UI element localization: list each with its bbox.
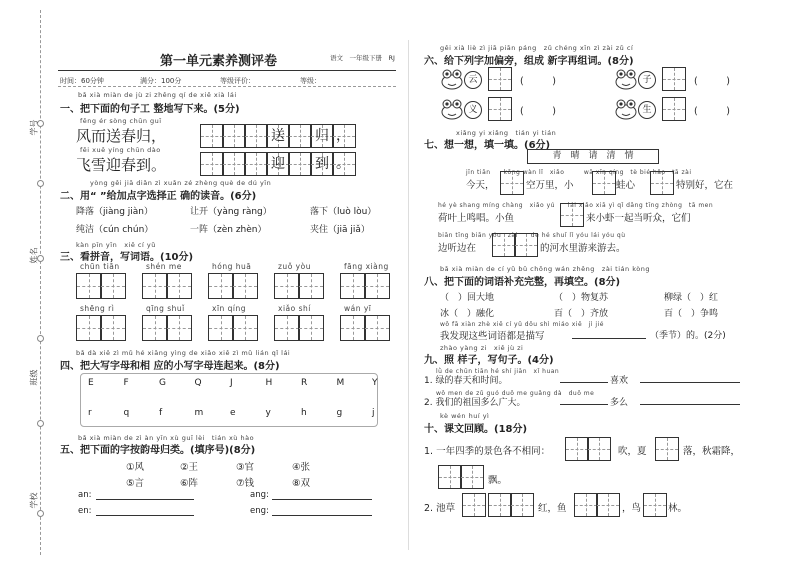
q7-line1-a: 今天， <box>466 180 495 191</box>
q10-blank[interactable] <box>462 493 486 517</box>
q1-pinyin: bǎ xià miàn de jù zi zhěng qí de xiě xià lái <box>78 91 237 99</box>
q7-blank[interactable] <box>492 233 516 257</box>
q7-blank[interactable] <box>650 171 674 195</box>
q8-row3-pinyin: wǒ fā xiàn zhè xiē cí yǔ dōu shì miáo xiě jì jié <box>440 321 604 328</box>
q3-word-pinyin: qīng shuǐ <box>146 304 185 313</box>
subject-label: 语文 一年级下册 RJ <box>330 54 395 62</box>
q8-idiom[interactable]: （ ）回大地 <box>440 293 495 303</box>
q4-lower-letter[interactable]: m <box>194 408 204 418</box>
q4-upper-letter[interactable]: Q <box>194 378 202 388</box>
q4-upper-letter[interactable]: J <box>230 378 233 388</box>
q3-writing-cell[interactable] <box>364 315 390 341</box>
q4-upper-letter[interactable]: R <box>301 378 308 388</box>
q1-grid-cell-filled: 送 <box>266 124 290 148</box>
q6-title: 六、给下列字加偏旁，组成 新字再组词。(8分) <box>424 56 634 67</box>
q4-upper-letter[interactable]: E <box>88 378 94 388</box>
frog-icon <box>614 68 636 88</box>
q8-pinyin: bǎ xià miàn de cí yǔ bǔ chōng wán zhěng zài tián kòng <box>440 265 650 273</box>
q3-writing-cell[interactable] <box>142 273 168 299</box>
q5-label-en: en: <box>78 506 92 516</box>
q1-grid-cell[interactable] <box>200 124 224 148</box>
q9-item2-pinyin: wǒ men de zǔ guó duō me guǎng dà duō me <box>436 390 595 397</box>
q5-label-eng: eng: <box>250 506 269 516</box>
q3-writing-cell[interactable] <box>298 273 324 299</box>
frog-icon <box>440 68 462 88</box>
q6-new-char-cell[interactable] <box>662 97 686 121</box>
q3-writing-cell[interactable] <box>340 315 366 341</box>
binding-hole <box>37 420 44 427</box>
q7-blank[interactable] <box>592 171 616 195</box>
frog-icon <box>440 98 462 118</box>
q7-pinyin: xiǎng yi xiǎng tián yi tián <box>456 129 557 137</box>
q10-line1-b: 吹，夏 <box>618 446 647 457</box>
q7-line1-b: 空万里，小 <box>526 180 574 191</box>
q9-item2-blank-a[interactable] <box>560 404 608 405</box>
time-label: 时间：60分钟 <box>60 77 104 85</box>
q6-word-blank[interactable]: ( ) <box>694 106 730 117</box>
q1-grid-cell-filled: 。 <box>332 152 356 176</box>
level-label: 等级评价： <box>220 77 255 85</box>
score-label: 满分：100分 <box>140 77 182 85</box>
q1-grid-cell-filled: 到 <box>310 152 334 176</box>
sidebar-label-xuehao: 学号 <box>29 119 39 136</box>
q4-lower-letter[interactable]: h <box>301 408 307 418</box>
q1-grid-cell-filled: 迎 <box>266 152 290 176</box>
q1-grid-cell-filled: 归 <box>310 124 334 148</box>
q6-word-blank[interactable]: ( ) <box>694 76 730 87</box>
q1-grid-cell-filled: ， <box>332 124 356 148</box>
q7-title: 七、想一想，填一填。(6分) <box>424 140 551 151</box>
q10-blank[interactable] <box>488 493 512 517</box>
q10-blank[interactable] <box>643 493 667 517</box>
q5-answer-an[interactable] <box>96 499 194 500</box>
q4-upper-letter[interactable]: H <box>265 378 273 388</box>
q5-char: ⑤言 <box>126 478 145 489</box>
q5-char: ⑧双 <box>292 478 311 489</box>
q1-line2-pinyin: fēi xuě yíng chūn dào <box>80 146 161 154</box>
q10-line2-b: 红，鱼 <box>538 503 567 514</box>
q10-pinyin: kè wén huí yì <box>440 412 490 420</box>
binding-hole <box>37 180 44 187</box>
q6-new-char-cell[interactable] <box>488 97 512 121</box>
q7-blank[interactable] <box>514 233 538 257</box>
q8-idiom[interactable]: 百（ ）齐放 <box>554 309 609 319</box>
q8-row3-end: （季节）的。(2分) <box>650 331 726 341</box>
q1-line1: 风而送春归， <box>76 127 167 145</box>
q9-item1-blank-a[interactable] <box>560 382 608 383</box>
q5-char: ⑥阵 <box>180 478 199 489</box>
q3-writing-cell[interactable] <box>274 315 300 341</box>
q3-word-pinyin: chūn tiān <box>80 262 120 271</box>
q7-word-bank: 青 晴 请 清 情 <box>527 149 659 164</box>
q1-line2: 飞雪迎春到。 <box>76 156 167 174</box>
q3-writing-cell[interactable] <box>76 273 102 299</box>
q7-line3-b: 的河水里游来游去。 <box>540 243 626 254</box>
q5-pinyin: bǎ xià miàn de zì àn yīn xù guī lèi tián xù hào <box>78 434 255 442</box>
reviewer-label: 等级： <box>300 77 321 85</box>
q3-writing-cell[interactable] <box>232 315 258 341</box>
q5-char: ①风 <box>126 462 145 473</box>
q9-item1-blank-b[interactable] <box>640 382 740 383</box>
q2-item[interactable]: 降落（jiàng jiàn） <box>76 207 154 217</box>
q3-writing-cell[interactable] <box>340 273 366 299</box>
header-rule <box>58 70 396 71</box>
q5-char: ③官 <box>236 462 255 473</box>
q4-lower-letter[interactable]: q <box>123 408 130 418</box>
q7-line1-pinyin: jīn tiān kōng wàn lǐ xiǎo wā xīn qíng tè bié hǎo tā zài <box>466 169 692 176</box>
q9-item1: 1. 绿的春天和时间。 <box>424 376 508 386</box>
sidebar-label-school: 学校 <box>29 492 39 509</box>
q1-grid-cell[interactable] <box>222 152 246 176</box>
q3-writing-cell[interactable] <box>232 273 258 299</box>
q4-upper-letter[interactable]: F <box>123 378 129 388</box>
q3-word-pinyin: shén me <box>146 262 182 271</box>
q3-writing-cell[interactable] <box>100 273 126 299</box>
q5-answer-eng[interactable] <box>272 515 372 516</box>
q1-grid-cell[interactable] <box>288 152 312 176</box>
q10-blank[interactable] <box>655 437 679 461</box>
q5-label-an: an: <box>78 490 92 500</box>
q1-title: 一、把下面的句子工 整地写下来。(5分) <box>60 104 240 115</box>
q8-row3: 我发现这些词语都是描写 <box>440 331 545 342</box>
q10-line1-d: 飘。 <box>488 475 508 486</box>
q7-line3-a: 边听边在 <box>438 243 477 254</box>
q10-line2-d: 林。 <box>668 503 688 514</box>
q8-title: 八、把下面的词语补充完整，再填空。(8分) <box>424 277 621 288</box>
q4-pinyin: bǎ dà xiě zì mǔ hé xiāng yìng de xiǎo xiě zì mǔ lián qǐ lái <box>76 349 291 357</box>
q7-line2-b: 来小虾一起当听众，它们 <box>586 213 691 224</box>
q4-lower-letter[interactable]: r <box>88 408 92 418</box>
q6-pinyin: gěi xià liè zì jiā piān páng zǔ chéng xīn zì zài zǔ cí <box>440 44 634 52</box>
q4-lower-letter[interactable]: e <box>230 408 236 418</box>
q10-blank[interactable] <box>565 437 589 461</box>
q5-answer-ang[interactable] <box>272 499 372 500</box>
page-title: 第一单元素养测评卷 <box>160 54 278 69</box>
q6-word-blank[interactable]: ( ) <box>520 106 556 117</box>
q3-word-pinyin: fāng xiàng <box>344 262 389 271</box>
q3-writing-cell[interactable] <box>100 315 126 341</box>
q9-title: 九、照 样子，写句子。(4分) <box>424 355 554 366</box>
q7-blank[interactable] <box>560 203 584 227</box>
q10-line2-a: 2. 池草 <box>424 503 456 514</box>
q3-writing-cell[interactable] <box>166 273 192 299</box>
q5-char: ⑦钱 <box>236 478 255 489</box>
q4-lower-letter[interactable]: y <box>265 408 271 418</box>
q3-writing-cell[interactable] <box>208 273 234 299</box>
q5-label-ang: ang: <box>250 490 269 500</box>
q6-new-char-cell[interactable] <box>488 67 512 91</box>
q10-line2-c: ，鸟 <box>622 503 642 514</box>
binding-hole <box>37 335 44 342</box>
q1-grid-cell[interactable] <box>288 124 312 148</box>
q9-pinyin: zhào yàng zi xiě jù zi <box>440 344 524 352</box>
q7-line1-c: 蛙心 <box>616 180 636 191</box>
q8-idiom[interactable]: 冰（ ）融化 <box>440 309 495 319</box>
q7-line3-pinyin: biān tīng biān yóu zài de hé shuǐ lǐ yóu lái yóu qù <box>438 232 626 239</box>
q1-grid-cell[interactable] <box>244 152 268 176</box>
q10-blank[interactable] <box>574 493 598 517</box>
q8-idiom[interactable]: （ ）物复苏 <box>554 293 609 303</box>
q5-title: 五、把下面的字按韵母归类。(填序号)(8分) <box>60 445 256 456</box>
q3-word-pinyin: hóng huā <box>212 262 252 271</box>
q9-item1-word: 喜欢 <box>610 376 629 386</box>
q3-word-pinyin: wán yī <box>344 304 372 313</box>
sidebar-label-name: 姓名 <box>29 247 39 264</box>
q6-base-char: 义 <box>464 101 482 119</box>
q3-word-pinyin: xīn qíng <box>212 304 247 313</box>
q3-writing-cell[interactable] <box>364 273 390 299</box>
q10-blank[interactable] <box>438 465 462 489</box>
q4-lower-letter[interactable]: g <box>336 408 343 418</box>
q2-pinyin: yòng gěi jiā diǎn zì xuǎn zé zhèng què de dú yīn <box>90 179 272 187</box>
q3-title: 三、看拼音，写词语。(10分) <box>60 252 194 263</box>
q8-idiom[interactable]: 柳绿（ ）红 <box>664 293 719 303</box>
q2-item[interactable]: 纯洁（cún chún） <box>76 225 154 235</box>
q2-item[interactable]: 落下（luò lòu） <box>310 207 377 217</box>
q3-writing-cell[interactable] <box>166 315 192 341</box>
q4-lower-letter[interactable]: j <box>372 408 375 418</box>
header-rule-2 <box>58 86 396 87</box>
q3-writing-cell[interactable] <box>142 315 168 341</box>
q6-base-char: 云 <box>464 71 482 89</box>
q7-line1-d: 特别好，它在 <box>676 180 734 191</box>
q3-writing-cell[interactable] <box>298 315 324 341</box>
binding-hole <box>37 510 44 517</box>
q4-upper-letter[interactable]: Y <box>372 378 378 388</box>
q4-upper-letter[interactable]: G <box>159 378 166 388</box>
column-divider <box>408 40 410 550</box>
q6-word-blank[interactable]: ( ) <box>520 76 556 87</box>
q3-writing-cell[interactable] <box>208 315 234 341</box>
q2-title: 二、用“ ”给加点字选择正 确的读音。(6分) <box>60 191 257 202</box>
q4-title: 四、把大写字母和相 应的小写字母连起来。(8分) <box>60 361 280 372</box>
q1-grid-cell[interactable] <box>244 124 268 148</box>
q10-blank[interactable] <box>587 437 611 461</box>
q9-item2-word: 多么 <box>610 398 629 408</box>
q4-upper-letter[interactable]: M <box>336 378 345 388</box>
sidebar-label-class: 班级 <box>29 369 39 386</box>
frog-icon <box>614 98 636 118</box>
q6-new-char-cell[interactable] <box>662 67 686 91</box>
q9-item1-pinyin: lǜ de chūn tiān hé shí jiān xǐ huan <box>436 368 560 375</box>
q3-writing-cell[interactable] <box>274 273 300 299</box>
q10-blank[interactable] <box>510 493 534 517</box>
q8-row3-blank[interactable] <box>572 338 646 339</box>
q1-line1-pinyin: fēng ér sòng chūn guī <box>80 117 162 125</box>
q9-item2: 2. 我们的祖国多么广大。 <box>424 398 526 408</box>
q2-item[interactable]: 夹住（jiā jiǎ） <box>310 225 370 235</box>
q5-answer-en[interactable] <box>96 515 194 516</box>
q9-item2-blank-b[interactable] <box>640 404 740 405</box>
q3-word-pinyin: shēng rì <box>80 304 115 313</box>
q2-item[interactable]: 一阵（zèn zhèn） <box>190 225 267 235</box>
q10-line1-c: 落，秋霜降， <box>683 446 741 457</box>
q8-idiom[interactable]: 百（ ）争鸣 <box>664 309 719 319</box>
q2-item[interactable]: 让开（yàng ràng） <box>190 207 272 217</box>
q3-word-pinyin: xiǎo shí <box>278 304 311 313</box>
q7-blank[interactable] <box>500 171 524 195</box>
q1-grid-cell[interactable] <box>200 152 224 176</box>
q4-lower-letter[interactable]: f <box>159 408 163 418</box>
q3-writing-cell[interactable] <box>76 315 102 341</box>
q3-pinyin: kàn pīn yīn xiě cí yǔ <box>76 241 156 249</box>
q5-char: ②王 <box>180 462 199 473</box>
q10-title: 十、课文回顾。(18分) <box>424 424 528 435</box>
binding-margin <box>40 10 42 555</box>
q10-blank[interactable] <box>596 493 620 517</box>
q3-word-pinyin: zuǒ yòu <box>278 262 311 271</box>
q7-line2-pinyin: hé yè shang míng chàng xiǎo yú lái xiǎo xiā yì qǐ dāng tīng zhòng tā men <box>438 202 714 209</box>
q10-line1-a: 1. 一年四季的景色各不相同： <box>424 446 551 457</box>
q5-char: ④张 <box>292 462 311 473</box>
q10-blank[interactable] <box>460 465 484 489</box>
q6-base-char: 生 <box>638 101 656 119</box>
q6-base-char: 子 <box>638 71 656 89</box>
q7-line2-a: 荷叶上鸣唱。小鱼 <box>438 213 515 224</box>
q1-grid-cell[interactable] <box>222 124 246 148</box>
